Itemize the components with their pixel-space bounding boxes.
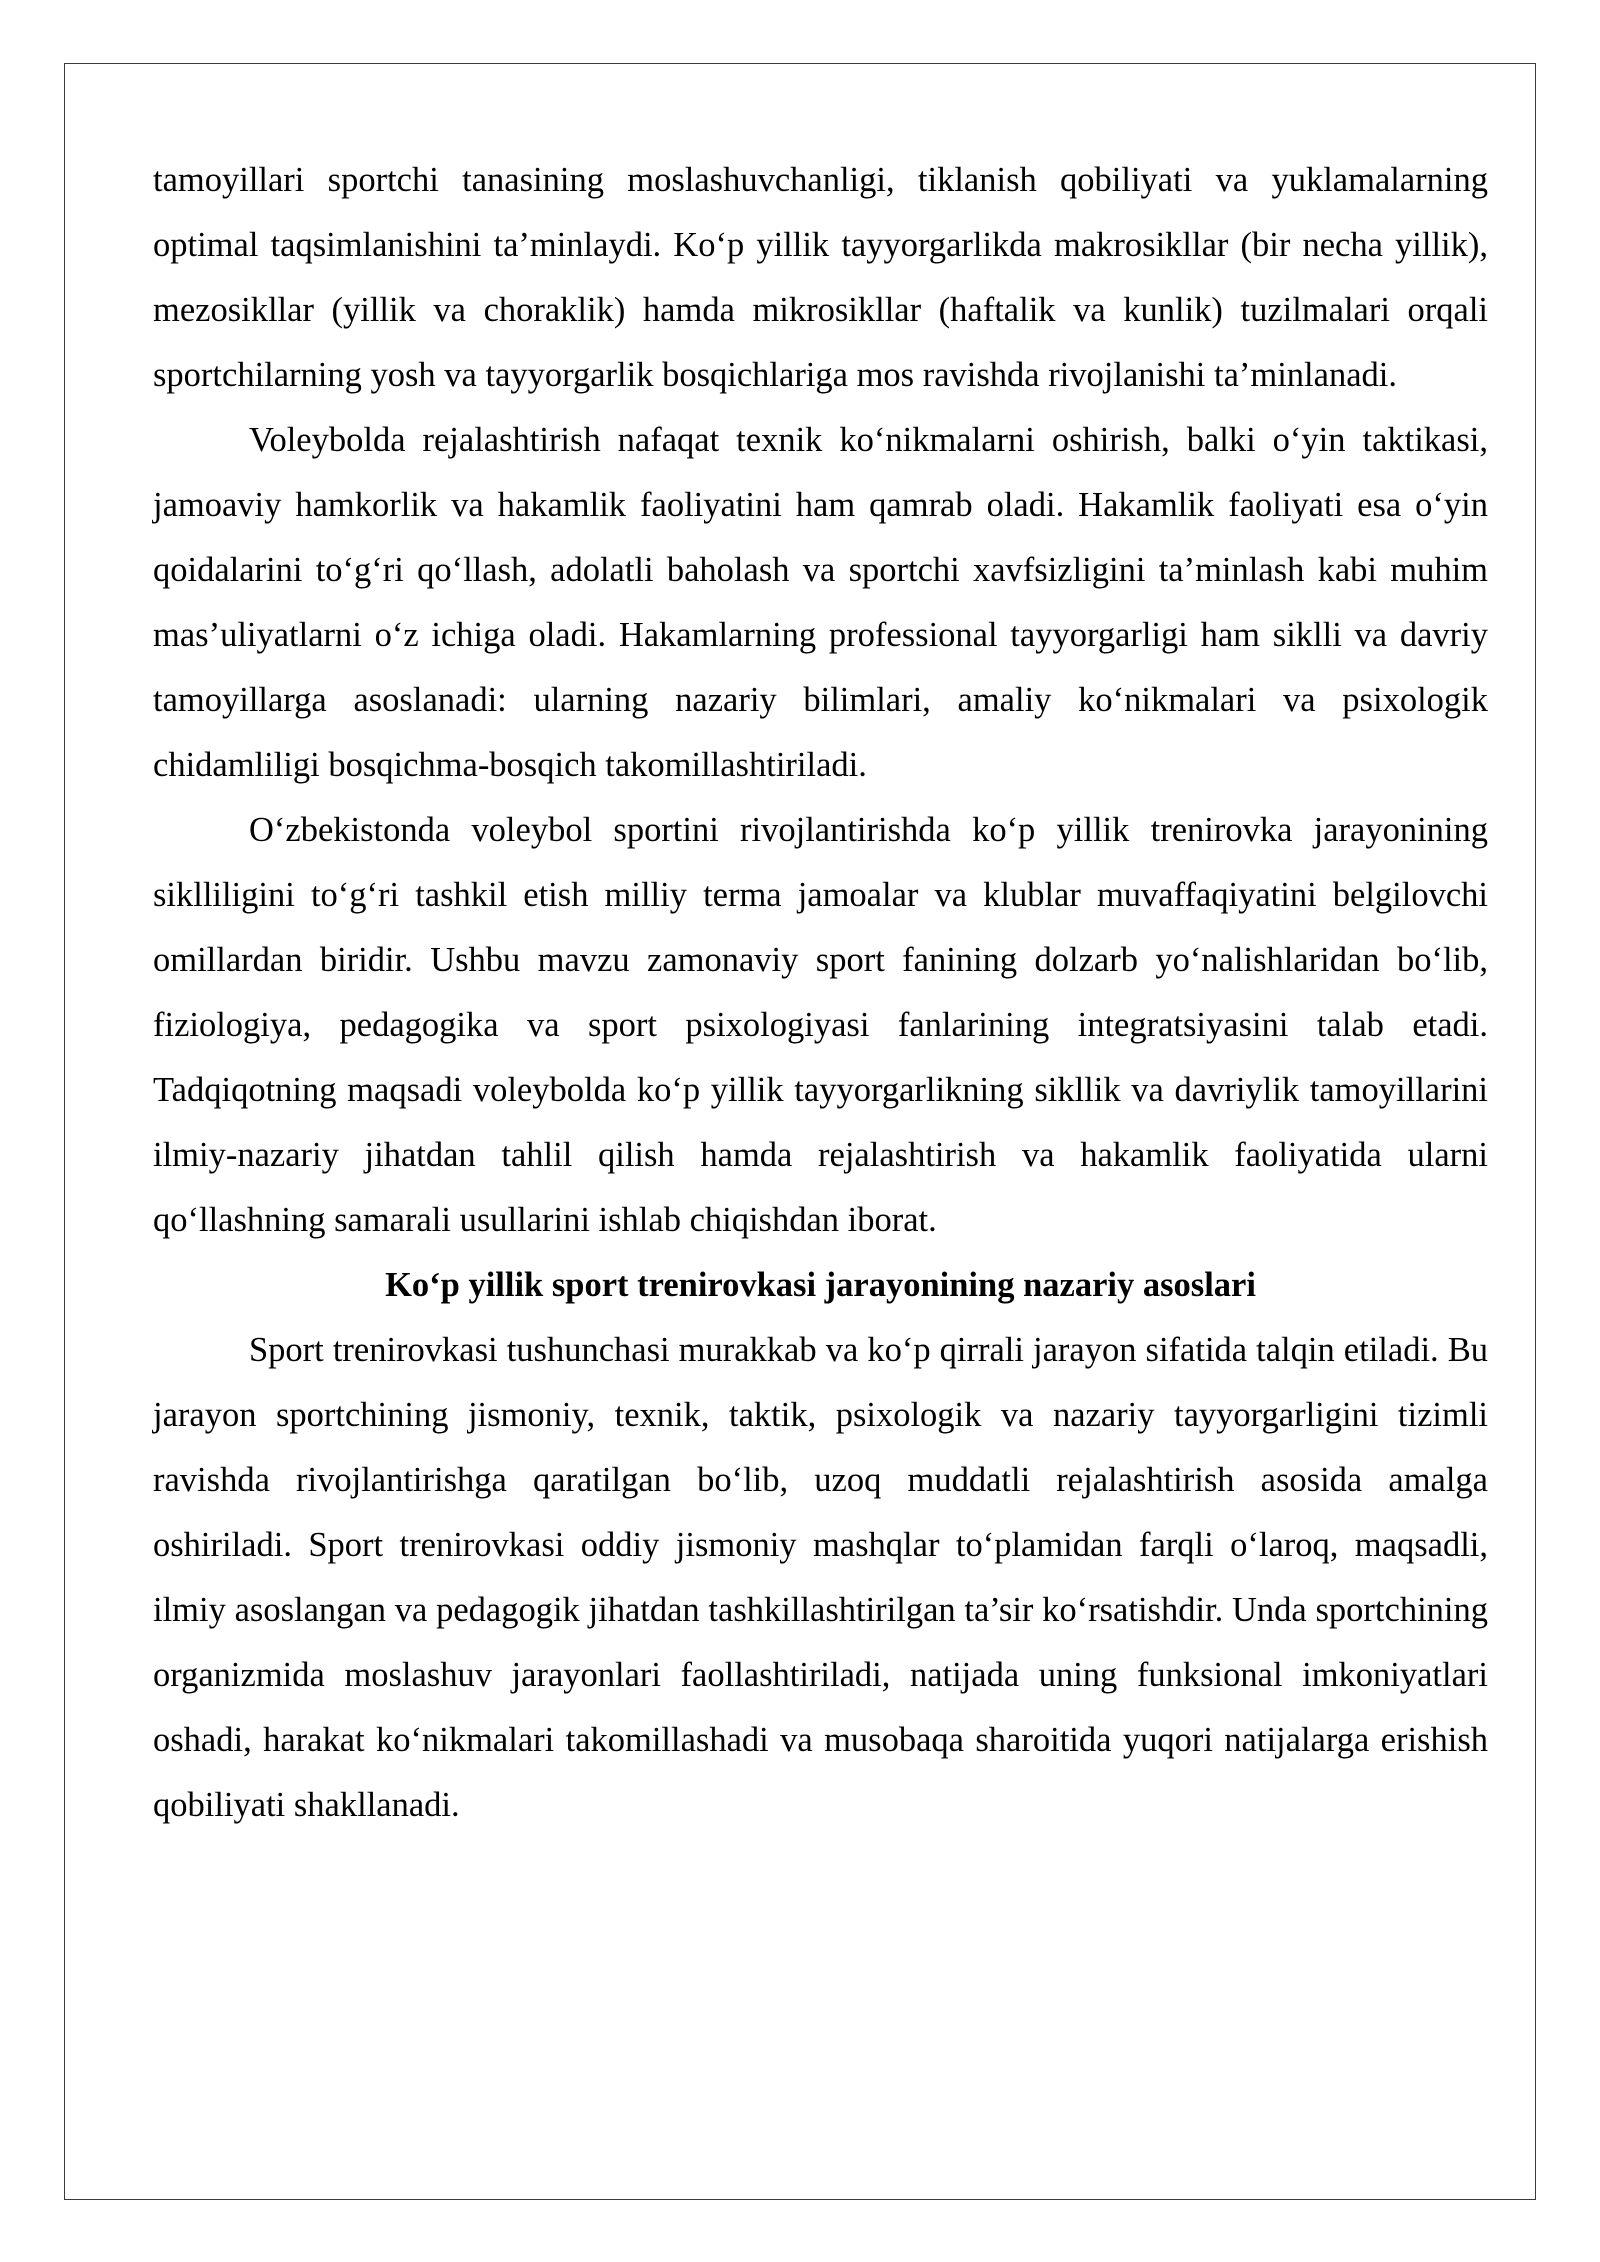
section-heading: Ko‘p yillik sport trenirovkasi jarayonining nazariy asoslari [385, 1266, 1256, 1304]
paragraph-uzbekistan-volleyball: O‘zbekistonda voleybol sportini rivojlantirishda ko‘p yillik trenirovka jarayonining siklliligini to‘g‘ri tashkil etish milliy terma jamoalar va klublar muvaffaqiyatini belgilovchi omillardan biridir. Ushbu mavzu zamonaviy sport fanining dolzarb yo‘nalishlaridan bo‘lib, fiziologiya, pedagogika va sport psixologiyasi fanlarining integratsiyasini talab etadi. Tadqiqotning maqsadi voleybolda ko‘p yillik tayyorgarlikning sikllik va davriylik tamoyillarini ilmiy-nazariy jihatdan tahlil qilish hamda rejalashtirish va hakamlik faoliyatida ularni qo‘llashning samarali usullarini ishlab chiqishdan iborat. [153, 811, 1488, 1239]
document-body [153, 148, 1488, 1838]
paragraph-sport-training: Sport trenirovkasi tushunchasi murakkab va ko‘p qirrali jarayon sifatida talqin etiladi. Bu jarayon sportchining jismoniy, texnik, taktik, psixologik va nazariy tayyorgarligini tizimli ravishda rivojlantirishga qaratilgan bo‘lib, uzoq muddatli rejalashtirish asosida amalga oshiriladi. Sport trenirovkasi oddiy jismoniy mashqlar to‘plamidan farqli o‘laroq, maqsadli, ilmiy asoslangan va pedagogik jihatdan tashkillashtirilgan ta’sir ko‘rsatishdir. Unda sportchining organizmida moslashuv jarayonlari faollashtiriladi, natijada uning funksional imkoniyatlari oshadi, harakat ko‘nikmalari takomillashadi va musobaqa sharoitida yuqori natijalarga erishish qobiliyati shakllanadi. [153, 1331, 1488, 1824]
paragraph-volleyball-planning: Voleybolda rejalashtirish nafaqat texnik ko‘nikmalarni oshirish, balki o‘yin taktikasi, jamoaviy hamkorlik va hakamlik faoliyatini ham qamrab oladi. Hakamlik faoliyati esa o‘yin qoidalarini to‘g‘ri qo‘llash, adolatli baholash va sportchi xavfsizligini ta’minlash kabi muhim mas’uliyatlarni o‘z ichiga oladi. Hakamlarning professional tayyorgarligi ham siklli va davriy tamoyillarga asoslanadi: ularning nazariy bilimlari, amaliy ko‘nikmalari va psixologik chidamliligi bosqichma-bosqich takomillashtiriladi. [153, 421, 1488, 784]
paragraph-continuation: tamoyillari sportchi tanasining moslashuvchanligi, tiklanish qobiliyati va yuklamalarning optimal taqsimlanishini ta’minlaydi. Ko‘p yillik tayyorgarlikda makrosikllar (bir necha yillik), mezosikllar (yillik va choraklik) hamda mikrosikllar (haftalik va kunlik) tuzilmalari orqali sportchilarning yosh va tayyorgarlik bosqichlariga mos ravishda rivojlanishi ta’minlanadi. [153, 161, 1488, 394]
